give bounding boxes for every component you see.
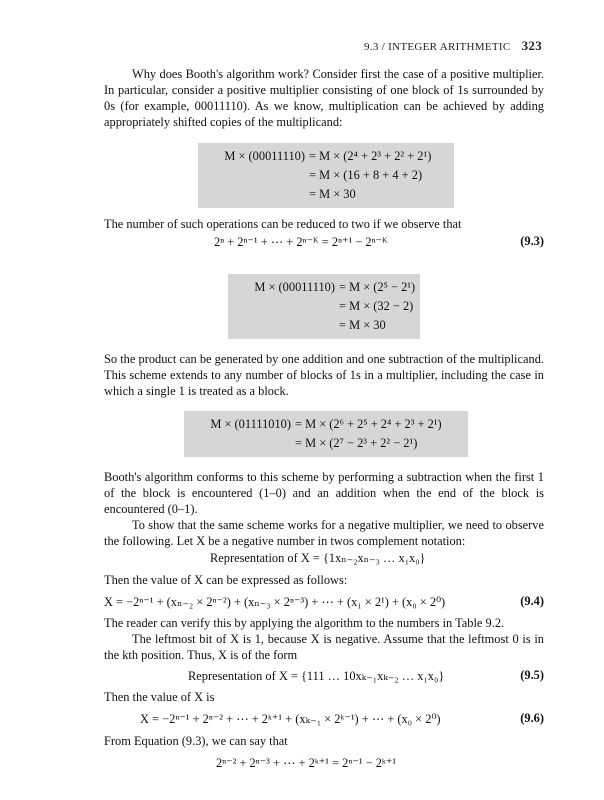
equation-number-9-6: (9.6)	[520, 711, 544, 725]
paragraph-2: The number of such operations can be reduced to two if we observe that	[104, 217, 462, 231]
equation-9-6: X = −2ⁿ⁻¹ + 2ⁿ⁻² + ⋯ + 2ᵏ⁺¹ + (xₖ₋₁ × 2ᵏ⁻¹) + ⋯ + (x₀ × 2⁰)	[140, 712, 441, 726]
paragraph-6: Then the value of X can be expressed as follows:	[104, 573, 348, 587]
equation-number-9-5: (9.5)	[520, 668, 544, 682]
running-header	[364, 38, 542, 54]
paragraph-7: The reader can verify this by applying the algorithm to the numbers in Table 9.2.	[104, 616, 505, 630]
box1-row-1: = M × (2⁴ + 2³ + 2² + 2¹)	[309, 149, 432, 163]
equation-number-9-4: (9.4)	[520, 594, 544, 608]
box1-row-3: = M × 30	[309, 187, 356, 201]
equation-9-5: Representation of X = {111 … 10xₖ₋₁xₖ₋₂ … x₁x₀}	[188, 669, 445, 683]
paragraph-8: The leftmost bit of X is 1, because X is negative. Assume that the leftmost 0 is in the kth position. Thus, X is of the form	[104, 632, 544, 662]
paragraph-1: Why does Booth's algorithm work? Consider first the case of a positive multiplier. In particular, consider a positive multiplier consisting of one block of 1s surrounded by 0s (for example, 00011110). As we know, multiplication can be achieved by adding appropriately shifted copies of the multiplicand:	[104, 67, 544, 129]
equation-final: 2ⁿ⁻² + 2ⁿ⁻³ + ⋯ + 2ᵏ⁺¹ = 2ⁿ⁻¹ − 2ᵏ⁺¹	[216, 756, 397, 770]
box3-row-1: = M × (2⁶ + 2⁵ + 2⁴ + 2³ + 2¹)	[295, 417, 442, 431]
box3-row-2: = M × (2⁷ − 2³ + 2² − 2¹)	[295, 436, 418, 450]
box2-row-3: = M × 30	[339, 318, 386, 332]
equation-box-3	[184, 411, 468, 457]
section-title: 9.3 / INTEGER ARITHMETIC	[364, 41, 511, 53]
box2-row-1: = M × (2⁵ − 2¹)	[339, 280, 416, 294]
equation-box-2	[228, 274, 420, 339]
page-number: 323	[521, 38, 542, 53]
equation-9-4: X = −2ⁿ⁻¹ + (xₙ₋₂ × 2ⁿ⁻²) + (xₙ₋₃ × 2ⁿ⁻³) + ⋯ + (x₁ × 2¹) + (x₀ × 2⁰)	[104, 595, 446, 609]
paragraph-3: So the product can be generated by one addition and one subtraction of the multiplicand. This scheme extends to any number of blocks of 1s in a multiplier, including the case in which a single 1 is treated as a block.	[104, 352, 544, 398]
box1-lhs: M × (00011110)	[224, 149, 305, 163]
paragraph-10: From Equation (9.3), we can say that	[104, 734, 288, 748]
equation-9-3: 2ⁿ + 2ⁿ⁻¹ + ⋯ + 2ⁿ⁻ᴷ = 2ⁿ⁺¹ − 2ⁿ⁻ᴷ	[214, 235, 388, 249]
paragraph-9: Then the value of X is	[104, 690, 215, 704]
box3-lhs: M × (01111010)	[210, 417, 291, 431]
box2-lhs: M × (00011110)	[254, 280, 335, 294]
box1-row-2: = M × (16 + 8 + 4 + 2)	[309, 168, 423, 182]
paragraph-5: To show that the same scheme works for a negative multiplier, we need to observe the following. Let X be a negative number in twos complement notation:	[104, 518, 544, 548]
equation-representation-x: Representation of X = {1xₙ₋₂xₙ₋₃ … x₁x₀}	[210, 551, 426, 565]
paragraph-4: Booth's algorithm conforms to this scheme by performing a subtraction when the first 1 of the block is encountered (1–0) and an addition when the end of the block is encountered (0–1).	[104, 470, 544, 516]
box2-row-2: = M × (32 − 2)	[339, 299, 414, 313]
equation-box-1	[198, 143, 454, 208]
equation-number-9-3: (9.3)	[520, 234, 544, 248]
